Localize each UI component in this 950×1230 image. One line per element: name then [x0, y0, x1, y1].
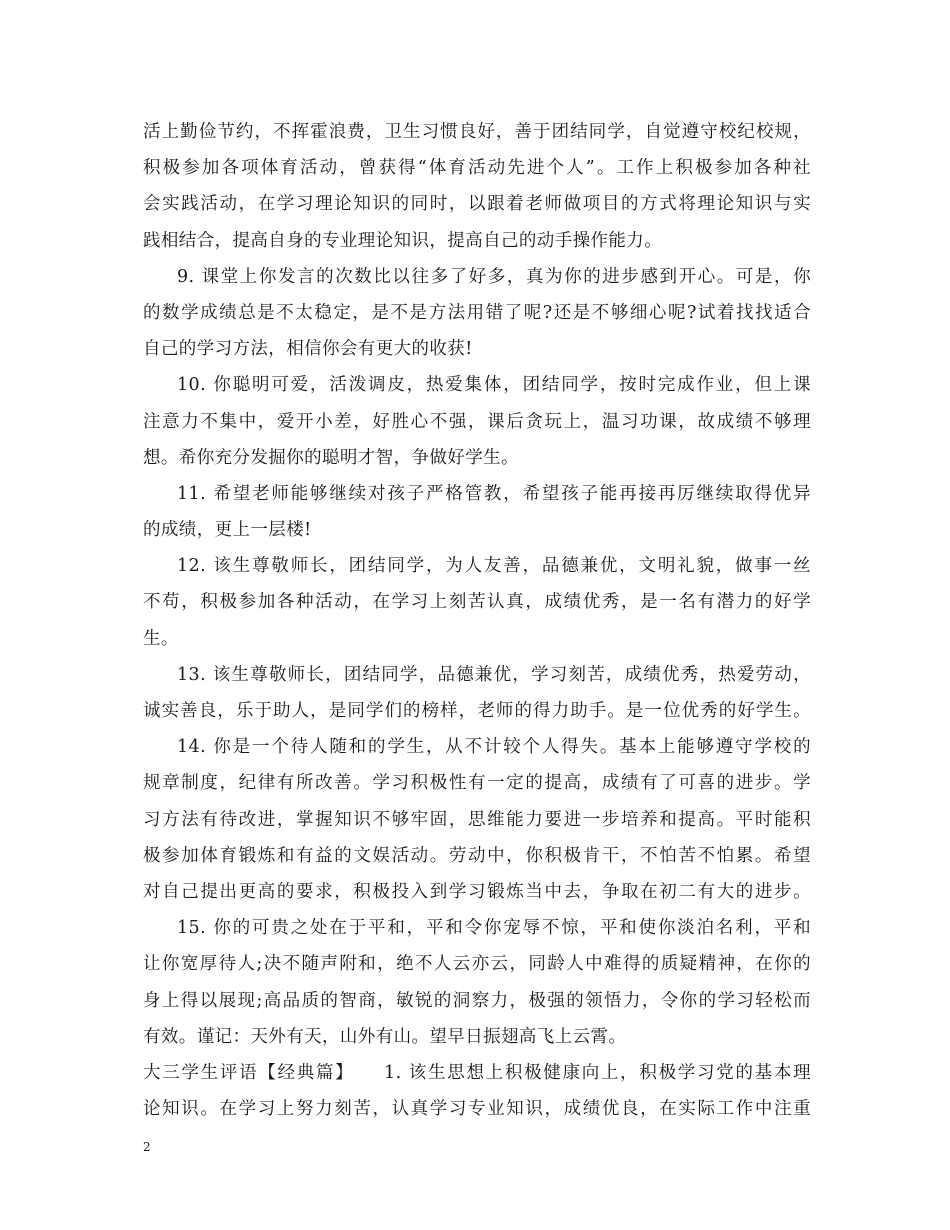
- text-line: 让你宽厚待人;决不随声附和，绝不人云亦云，同龄人中难得的质疑精神，在你的: [143, 954, 811, 975]
- item-15-line: 15. 你的可贵之处在于平和，平和令你宠辱不惊，平和使你淡泊名利，平和: [177, 918, 811, 939]
- text-line: 习方法有待改进，掌握知识不够牢固，思维能力要进一步培养和提高。平时能积: [143, 809, 811, 830]
- text-line: 生。: [143, 628, 179, 649]
- page-number: 2: [143, 1140, 151, 1154]
- text-line: 规章制度，纪律有所改善。学习积极性有一定的提高，成绩有了可喜的进步。学: [143, 773, 811, 794]
- item-11-line: 11. 希望老师能够继续对孩子严格管教，希望孩子能再接再厉继续取得优异: [177, 483, 811, 504]
- text-line: 对自己提出更高的要求，积极投入到学习锻炼当中去，争取在初二有大的进步。: [143, 881, 811, 902]
- text-line: 的数学成绩总是不太稳定，是不是方法用错了呢?还是不够细心呢?试着找找适合: [143, 302, 811, 323]
- text-line: 践相结合，提高自身的专业理论知识，提高自己的动手操作能力。: [143, 230, 663, 251]
- text-line: 论知识。在学习上努力刻苦，认真学习专业知识，成绩优良，在实际工作中注重: [143, 1099, 811, 1120]
- document-body: [143, 114, 811, 1127]
- text-line: 活上勤俭节约，不挥霍浪费，卫生习惯良好，善于团结同学，自觉遵守校纪校规，: [143, 122, 811, 142]
- item-13-line: 13. 该生尊敬师长，团结同学，品德兼优，学习刻苦，成绩优秀，热爱劳动，: [177, 664, 811, 685]
- item-9-line: 9. 课堂上你发言的次数比以往多了好多，真为你的进步感到开心。可是，你: [177, 266, 811, 287]
- item-14-line: 14. 你是一个待人随和的学生，从不计较个人得失。基本上能够遵守学校的: [177, 737, 811, 758]
- text-line: 诚实善良，乐于助人，是同学们的榜样，老师的得力助手。是一位优秀的好学生。: [143, 701, 811, 721]
- item-10-line: 10. 你聪明可爱，活泼调皮，热爱集体，团结同学，按时完成作业，但上课: [177, 375, 811, 396]
- text-line: 会实践活动，在学习理论知识的同时，以跟着老师做项目的方式将理论知识与实: [143, 194, 811, 215]
- item-12-line: 12. 该生尊敬师长，团结同学，为人友善，品德兼优，文明礼貌，做事一丝: [177, 556, 811, 577]
- text-line: 不苟，积极参加各种活动，在学习上刻苦认真，成绩优秀，是一名有潜力的好学: [143, 592, 811, 613]
- section-heading-line: 大三学生评语【经典篇】 1. 该生思想上积极健康向上，积极学习党的基本理: [143, 1062, 811, 1083]
- text-line: 注意力不集中，爱开小差，好胜心不强，课后贪玩上，温习功课，故成绩不够理: [143, 411, 811, 432]
- text-line: 极参加体育锻炼和有益的文娱活动。劳动中，你积极肯干，不怕苦不怕累。希望: [143, 845, 811, 866]
- text-line: 的成绩，更上一层楼!: [143, 520, 312, 541]
- text-line: 想。希你充分发掘你的聪明才智，争做好学生。: [143, 447, 519, 468]
- text-line: 身上得以展现;高品质的智商，敏锐的洞察力，极强的领悟力，令你的学习轻松而: [143, 990, 811, 1011]
- text-line: 自己的学习方法，相信你会有更大的收获!: [143, 339, 473, 360]
- text-line: 有效。谨记：天外有天，山外有山。望早日振翅高飞上云霄。: [143, 1026, 627, 1047]
- text-line: 积极参加各项体育活动，曾获得“体育活动先进个人”。工作上积极参加各种社: [143, 158, 811, 179]
